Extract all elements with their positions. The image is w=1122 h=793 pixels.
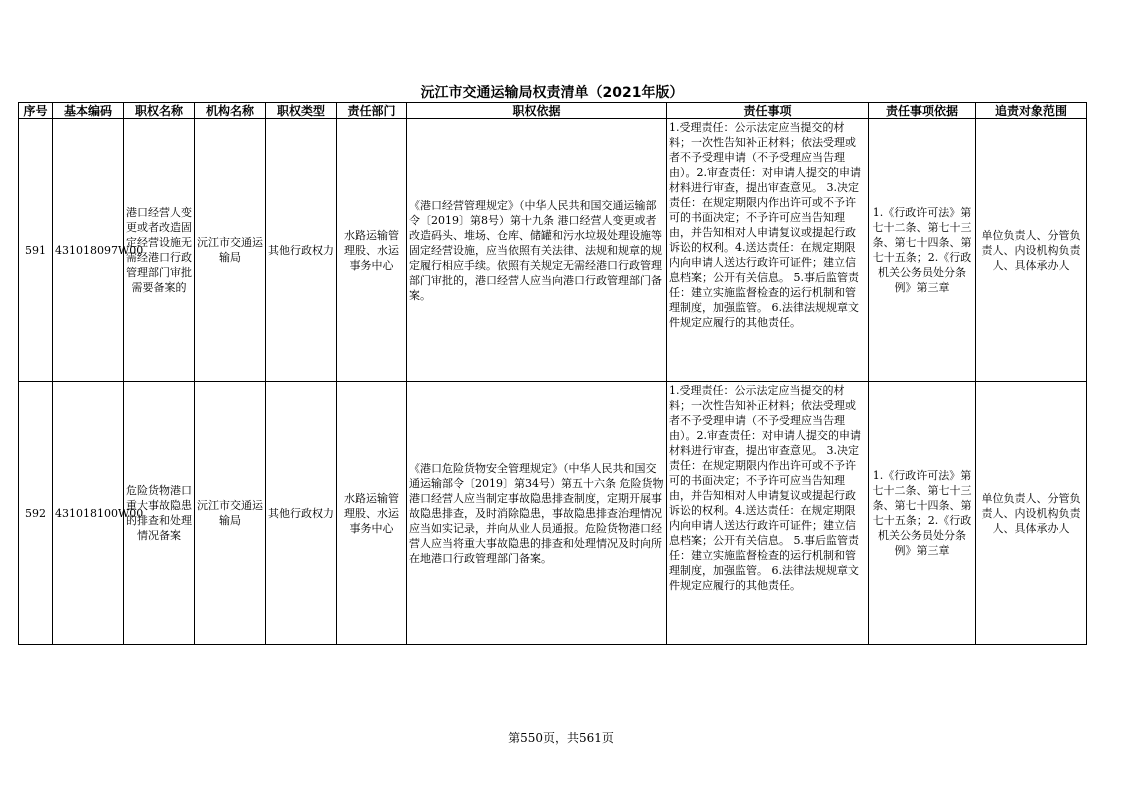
- header-scope: 追责对象范围: [976, 103, 1087, 119]
- cell-basis: 《港口经营管理规定》（中华人民共和国交通运输部令〔2019〕第8号）第十九条 港口经营人变更或者改造码头、堆场、仓库、储罐和污水垃圾处理设施等固定经营设施，应当依照有关法律、法规和规章的规定履行相应手续。依照有关规定无需经港口行政管理部门审批的，港口经营人应当向港口行政管理部门备案。: [407, 119, 667, 382]
- page-footer: 第550页，共561页: [508, 731, 614, 745]
- duty-text: 1.受理责任：公示法定应当提交的材料；一次性告知补正材料；依法受理或者不予受理申请（不予受理应当告理由）。2.审查责任：对申请人提交的申请材料进行审查，提出审查意见。 3.决定责任：在规定期限内作出许可或不予许可的书面决定；不予许可应当告知理由，并告知相对人申请复议或提起行政诉讼的权利。4.送达责任：在规定期限内向申请人送达行政许可证件；建立信息档案；公开有关信息。 5.事后监管责任：建立实施监督检查的运行机制和管理制度，加强监管。 6.法律法规规章文件规定应履行的其他责任。: [669, 383, 861, 592]
- cell-duty: [667, 382, 869, 645]
- cell-scope: 单位负责人、分管负责人、内设机构负责人、具体承办人: [976, 119, 1087, 382]
- header-dept: 责任部门: [337, 103, 407, 119]
- header-code: 基本编码: [53, 103, 124, 119]
- cell-type: 其他行政权力: [266, 382, 337, 645]
- cell-org: 沅江市交通运输局: [195, 382, 266, 645]
- cell-name: 港口经营人变更或者改造固定经营设施无需经港口行政管理部门审批需要备案的: [124, 119, 195, 382]
- duty-list-table: [18, 102, 1087, 645]
- cell-duty-basis: 1.《行政许可法》第七十二条、第七十三条、第七十四条、第七十五条；2.《行政机关公务员处分条例》第三章: [869, 119, 976, 382]
- table-header-row: [19, 103, 1087, 119]
- table-row: [19, 119, 1087, 382]
- cell-org: 沅江市交通运输局: [195, 119, 266, 382]
- header-name: 职权名称: [124, 103, 195, 119]
- cell-code: 431018097W00: [53, 119, 124, 382]
- header-duty: 责任事项: [667, 103, 869, 119]
- cell-duty: [667, 119, 869, 382]
- cell-seq: 591: [19, 119, 53, 382]
- cell-dept: 水路运输管理股、水运事务中心: [337, 382, 407, 645]
- cell-duty-basis: 1.《行政许可法》第七十二条、第七十三条、第七十四条、第七十五条；2.《行政机关公务员处分条例》第三章: [869, 382, 976, 645]
- cell-code: 431018100W00: [53, 382, 124, 645]
- header-org: 机构名称: [195, 103, 266, 119]
- cell-dept: 水路运输管理股、水运事务中心: [337, 119, 407, 382]
- header-basis: 职权依据: [407, 103, 667, 119]
- cell-name: 危险货物港口重大事故隐患的排查和处理情况备案: [124, 382, 195, 645]
- cell-seq: 592: [19, 382, 53, 645]
- cell-scope: 单位负责人、分管负责人、内设机构负责人、具体承办人: [976, 382, 1087, 645]
- header-duty-basis: 责任事项依据: [869, 103, 976, 119]
- cell-type: 其他行政权力: [266, 119, 337, 382]
- page-title: 沅江市交通运输局权责清单（2021年版）: [420, 85, 684, 101]
- header-seq: 序号: [19, 103, 53, 119]
- header-type: 职权类型: [266, 103, 337, 119]
- cell-basis: 《港口危险货物安全管理规定》（中华人民共和国交通运输部令〔2019〕第34号）第五十六条 危险货物港口经营人应当制定事故隐患排查制度，定期开展事故隐患排查，及时消除隐患，事故隐患排查治理情况应当如实记录，并向从业人员通报。危险货物港口经营人应当将重大事故隐患的排查和处理情况及时向所在地港口行政管理部门备案。: [407, 382, 667, 645]
- table-row: [19, 382, 1087, 645]
- duty-text: 1.受理责任：公示法定应当提交的材料；一次性告知补正材料；依法受理或者不予受理申请（不予受理应当告理由）。2.审查责任：对申请人提交的申请材料进行审查，提出审查意见。 3.决定责任：在规定期限内作出许可或不予许可的书面决定；不予许可应当告知理由，并告知相对人申请复议或提起行政诉讼的权利。4.送达责任：在规定期限内向申请人送达行政许可证件；建立信息档案；公开有关信息。 5.事后监管责任：建立实施监督检查的运行机制和管理制度，加强监管。 6.法律法规规章文件规定应履行的其他责任。: [669, 120, 861, 329]
